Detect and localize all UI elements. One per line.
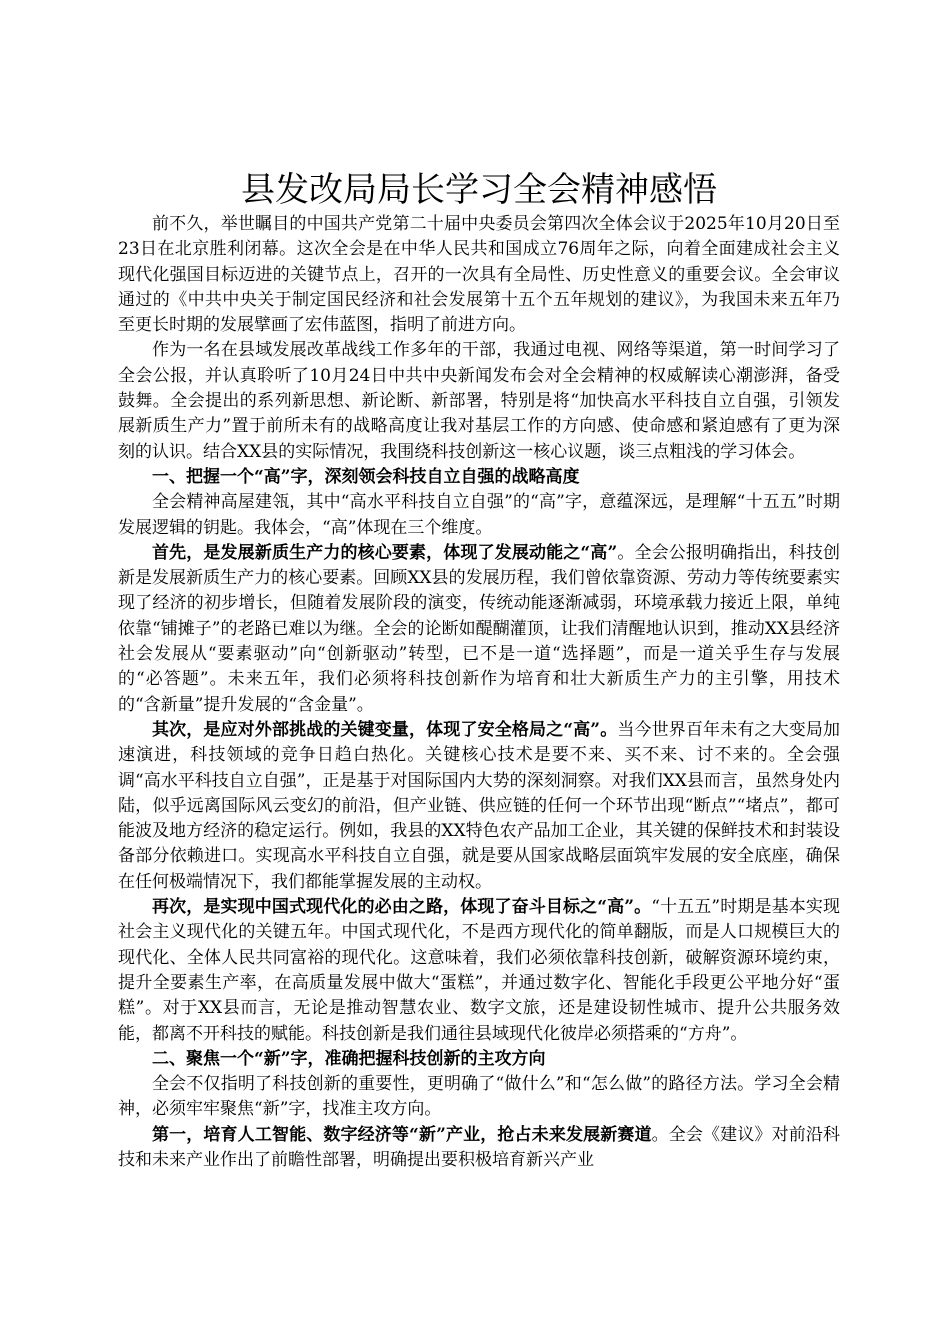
paragraph-text: 作为一名在县域发展改革战线工作多年的干部，我通过电视、网络等渠道，第一时间学习了全会公报，并认真聆听了10月24日中共中央新闻发布会对全会精神的权威解读心潮澎湃，备受鼓舞。全会提出的系列新思想、新论断、新部署，特别是将“加快高水平科技自立自强，引领发展新质生产力”置于前所未有的战略高度让我对基层工作的方向感、使命感和紧迫感有了更为深刻的认识。结合XX县的实际情况，我围绕科技创新这一核心议题，谈三点粗浅的学习体会。	[118, 340, 840, 462]
paragraph-text: 前不久，举世瞩目的中国共产党第二十届中央委员会第四次全体会议于2025年10月20日至23日在北京胜利闭幕。这次全会是在中华人民共和国成立76周年之际，向着全面建成社会主义现代化强国目标迈进的关键节点上，召开的一次具有全局性、历史性意义的重要会议。全会审议通过的《中共中央关于制定国民经济和社会发展第十五个五年规划的建议》，为我国未来五年乃至更长时期的发展擘画了宏伟蓝图，指明了前进方向。	[118, 214, 840, 336]
paragraph-first-point	[118, 541, 840, 718]
paragraph-text: 。全会公报明确指出，科技创新是发展新质生产力的核心要素。回顾XX县的发展历程，我们曾依靠资源、劳动力等传统要素实现了经济的初步增长，但随着发展阶段的演变，传统动能逐渐减弱，环境承载力接近上限，单纯依靠“铺摊子”的老路已难以为继。全会的论断如醍醐灌顶，让我们清醒地认识到，推动XX县经济社会发展从“要素驱动”向“创新驱动”转型，已不是一道“选择题”，而是一道关乎生存与发展的“必答题”。未来五年，我们必须将科技创新作为培育和壮大新质生产力的主引擎，用技术的“含新量”提升发展的“含金量”。	[118, 542, 841, 715]
paragraph-lead: 再次，是实现中国式现代化的必由之路，体现了奋斗目标之“高”。	[152, 897, 652, 918]
paragraph-intro	[118, 212, 840, 338]
section-heading-2: 二、聚焦一个“新”字，准确把握科技创新的主攻方向	[152, 1048, 546, 1069]
paragraph-lead: 首先，是发展新质生产力的核心要素，体现了发展动能之“高”	[152, 542, 618, 563]
section-heading-1: 一、把握一个“高”字，深刻领会科技自立自强的战略高度	[152, 466, 580, 487]
paragraph-second-point	[118, 718, 840, 895]
paragraph-text: 全会精神高屋建瓴，其中“高水平科技自立自强”的“高”字，意蕴深远，是理解“十五五”时期发展逻辑的钥匙。我体会，“高”体现在三个维度。	[118, 492, 840, 538]
paragraph-third-point	[118, 895, 840, 1047]
document-body	[118, 168, 840, 1173]
paragraph-new-industry	[118, 1123, 840, 1174]
paragraph-text: “十五五”时期是基本实现社会主义现代化的关键五年。中国式现代化，不是西方现代化的简单翻版，而是人口规模巨大的现代化、全体人民共同富裕的现代化。这意味着，我们必须依靠科技创新，破解资源环境约束，提升全要素生产率，在高质量发展中做大“蛋糕”，并通过数字化、智能化手段更公平地分好“蛋糕”。对于XX县而言，无论是推动智慧农业、数字文旅，还是建设韧性城市、提升公共服务效能，都离不开科技的赋能。科技创新是我们通往县域现代化彼岸必须搭乘的“方舟”。	[118, 897, 840, 1044]
document-title: 县发改局局长学习全会精神感悟	[241, 170, 717, 210]
paragraph-lead: 第一，培育人工智能、数字经济等“新”产业，抢占未来发展新赛道	[152, 1124, 652, 1145]
paragraph-background	[118, 338, 840, 464]
paragraph-section-1-intro	[118, 490, 840, 541]
paragraph-text: 全会不仅指明了科技创新的重要性，更明确了“做什么”和“怎么做”的路径方法。学习全会精神，必须牢牢聚焦“新”字，找准主攻方向。	[118, 1074, 840, 1120]
paragraph-section-2-intro	[118, 1072, 840, 1123]
paragraph-lead: 其次，是应对外部挑战的关键变量，体现了安全格局之“高”。	[152, 719, 618, 740]
paragraph-text: 。全会《建议》对前沿科技和未来产业作出了前瞻性部署，明确提出要积极培育新兴产业	[118, 1124, 840, 1170]
paragraph-text: 当今世界百年未有之大变局加速演进，科技领域的竞争日趋白热化。关键核心技术是要不来、买不来、讨不来的。全会强调“高水平科技自立自强”，正是基于对国际国内大势的深刻洞察。对我们XX县而言，虽然身处内陆，似乎远离国际风云变幻的前沿，但产业链、供应链的任何一个环节出现“断点”“堵点”，都可能波及地方经济的稳定运行。例如，我县的XX特色农产品加工企业，其关键的保鲜技术和封装设备部分依赖进口。实现高水平科技自立自强，就是要从国家战略层面筑牢发展的安全底座，确保在任何极端情况下，我们都能掌握发展的主动权。	[118, 719, 841, 892]
